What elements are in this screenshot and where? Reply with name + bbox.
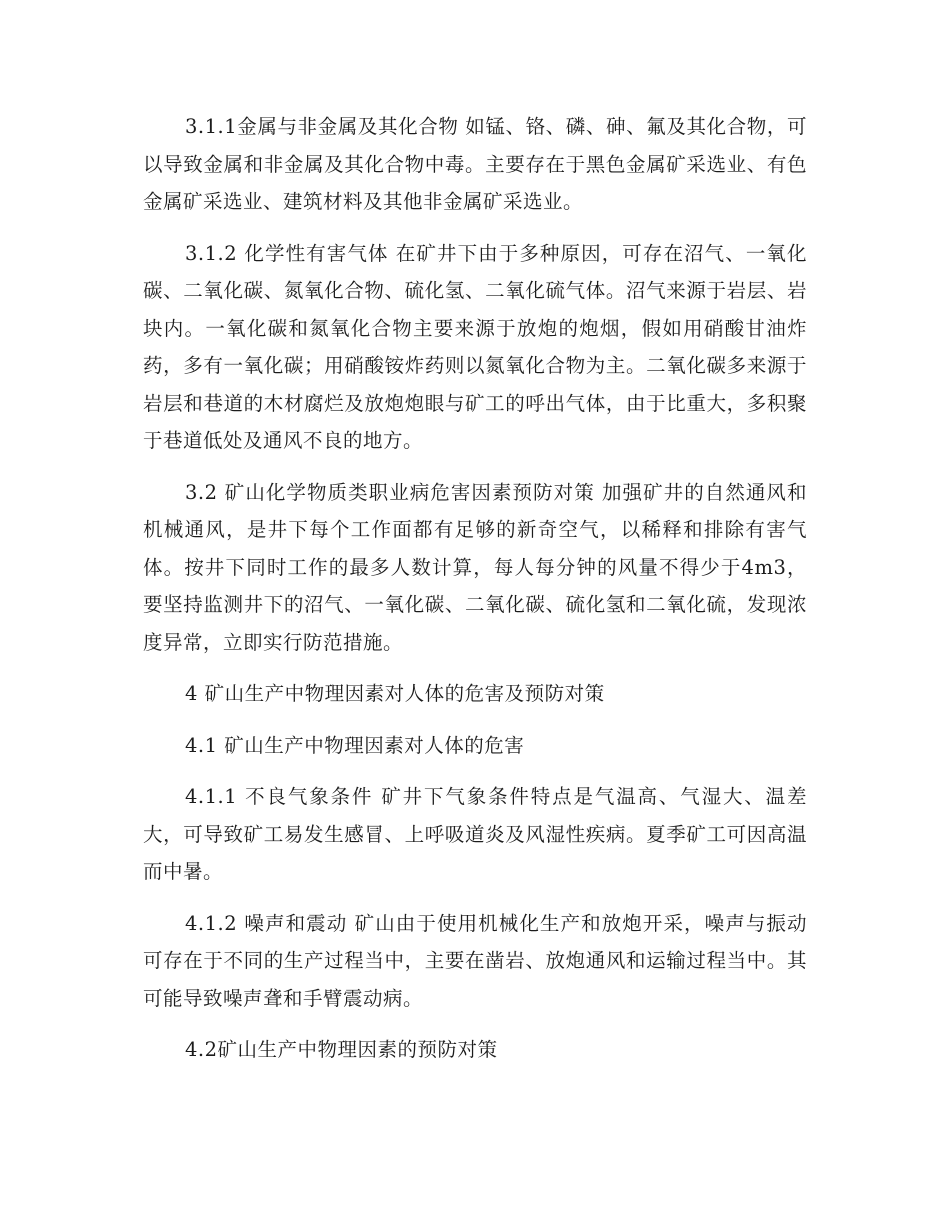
heading-4-1: 4.1 矿山生产中物理因素对人体的危害 <box>185 733 525 757</box>
paragraph-4-1-1: 4.1.1 不良气象条件 矿井下气象条件特点是气温高、气湿大、温差大，可导致矿工易发生感冒、上呼吸道炎及风湿性疾病。夏季矿工可因高温而中暑。 <box>143 785 807 883</box>
paragraph-4-1-2: 4.1.2 噪声和震动 矿山由于使用机械化生产和放炮开采，噪声与振动可存在于不同的生产过程当中，主要在凿岩、放炮通风和运输过程当中。其可能导致噪声聋和手臂震动病。 <box>143 911 807 1010</box>
heading-4-2: 4.2矿山生产中物理因素的预防对策 <box>185 1038 498 1061</box>
heading-4: 4 矿山生产中物理因素对人体的危害及预防对策 <box>185 682 605 705</box>
paragraph-3-1-1: 3.1.1金属与非金属及其化合物 如锰、铬、磷、砷、氟及其化合物，可以导致金属和非金属及其化合物中毒。主要存在于黑色金属矿采选业、有色金属矿采选业、建筑材料及其他非金属矿采选业。 <box>143 115 807 213</box>
paragraph-3-1-2: 3.1.2 化学性有害气体 在矿井下由于多种原因，可存在沼气、一氧化碳、二氧化碳、氮氧化合物、硫化氢、二氧化硫气体。沼气来源于岩层、岩块内。一氧化碳和氮氧化合物主要来源于放炮的炮烟，假如用硝酸甘油炸药，多有一氧化碳；用硝酸铵炸药则以氮氧化合物为主。二氧化碳多来源于岩层和巷道的木材腐烂及放炮炮眼与矿工的呼出气体，由于比重大，多积聚于巷道低处及通风不良的地方。 <box>143 241 807 452</box>
document-body <box>143 108 807 1083</box>
paragraph-3-2: 3.2 矿山化学物质类职业病危害因素预防对策 加强矿井的自然通风和机械通风，是井下每个工作面都有足够的新奇空气，以稀释和排除有害气体。按井下同时工作的最多人数计算，每人每分钟的风量不得少于4m3，要坚持监测井下的沼气、一氧化碳、二氧化碳、硫化氢和二氧化硫，发现浓度异常，立即实行防范措施。 <box>143 480 807 654</box>
